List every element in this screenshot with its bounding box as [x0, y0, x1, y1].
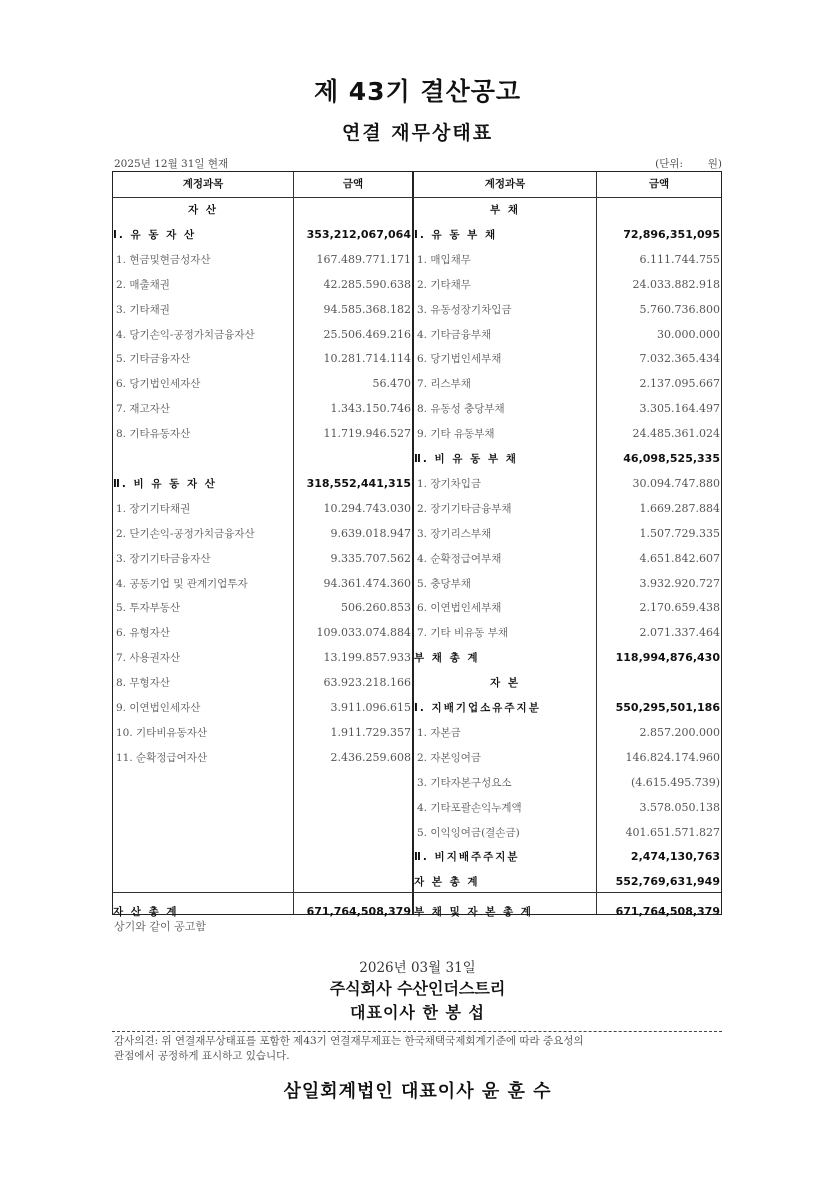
- left-row-label: 7. 재고자산: [116, 403, 170, 416]
- left-row-value: 318,552,441,315: [306, 476, 411, 490]
- right-row-label: 부 채 총 계: [414, 652, 480, 665]
- right-row-label: 5. 이익잉여금(결손금): [417, 826, 520, 839]
- total-liabilities-equity-value: 671,764,508,379: [615, 905, 720, 918]
- right-row-value: 2,474,130,763: [630, 850, 720, 864]
- right-row-value: 401.651.571.827: [625, 825, 720, 839]
- right-row-value: 2.857.200.000: [639, 725, 720, 739]
- audit-opinion: [114, 1034, 724, 1064]
- left-row-value: 11.719.946.527: [323, 427, 411, 441]
- announcement-note: 상기와 같이 공고함: [114, 920, 207, 933]
- right-row-value: 6.111.744.755: [639, 252, 720, 266]
- left-row-label: 1. 현금및현금성자산: [116, 253, 211, 266]
- left-row-value: 94.585.368.182: [323, 302, 411, 316]
- left-row-value: 1.911.729.357: [330, 725, 411, 739]
- left-row-value: 9.639.018.947: [330, 526, 411, 540]
- right-row-label: 6. 당기법인세부채: [417, 353, 502, 366]
- right-row-value: 7.032.365.434: [639, 352, 720, 366]
- left-row-label: 4. 공동기업 및 관계기업투자: [116, 577, 248, 590]
- left-row-value: 25.506.469.216: [323, 327, 411, 341]
- left-row-value: 1.343.150.746: [330, 402, 411, 416]
- right-row-value: 4.651.842.607: [639, 551, 720, 565]
- right-row-value: 3.305.164.497: [639, 402, 720, 416]
- right-row-value: 2.071.337.464: [639, 626, 720, 640]
- header-account-right: 계정과목: [484, 178, 526, 190]
- page-title: 제 43기 결산공고: [313, 77, 522, 106]
- left-row-value: 167.489.771.171: [316, 252, 411, 266]
- unit-currency: 원): [707, 158, 722, 170]
- right-row-label: 자 본 총 계: [414, 876, 480, 889]
- unit-prefix: (단위:: [655, 158, 684, 170]
- right-row-value: (4.615.495.739): [630, 775, 720, 789]
- left-row-value: 10.294.743.030: [323, 501, 411, 515]
- left-row-label: 4. 당기손익-공정가치금융자산: [116, 328, 255, 341]
- right-row-value: 30.000.000: [657, 327, 720, 341]
- right-row-label: 1. 장기차입금: [417, 477, 482, 490]
- right-row-value: 5.760.736.800: [639, 302, 720, 316]
- audit-opinion-line-1: 감사의견: 위 연결재무상태표를 포함한 제43기 연결재무제표는 한국채택국제회계기준에 따라 중요성의: [114, 1035, 584, 1047]
- left-row-value: 3.911.096.615: [330, 701, 411, 714]
- left-row-value: 42.285.590.638: [323, 277, 411, 291]
- left-row-label: 자 산: [188, 204, 218, 216]
- right-row-label: 2. 기타채무: [417, 278, 471, 291]
- left-row-label: 10. 기타비유동자산: [116, 726, 208, 739]
- right-row-label: 3. 유동성장기차입금: [417, 303, 512, 316]
- left-row-label: 3. 기타채권: [116, 303, 170, 316]
- balance-sheet-table: [112, 171, 722, 918]
- right-row-label: 7. 리스부채: [417, 378, 471, 391]
- right-row-value: 550,295,501,186: [615, 701, 720, 714]
- right-row-label: 4. 순확정급여부채: [417, 552, 502, 565]
- left-row-label: 5. 투자부동산: [116, 602, 181, 615]
- total-assets-value: 671,764,508,379: [306, 905, 411, 918]
- header-amount-right: 금액: [648, 178, 670, 190]
- left-row-value: [294, 449, 412, 469]
- left-row-label: 8. 무형자산: [116, 677, 170, 690]
- left-row-label: 1. 장기기타채권: [116, 502, 191, 515]
- right-row-value: 146.824.174.960: [625, 750, 720, 764]
- right-row-label: 자 본: [490, 677, 520, 690]
- right-row-label: 8. 유동성 충당부채: [417, 403, 505, 416]
- right-row-label: Ⅱ. 비 유 동 부 채: [414, 453, 518, 465]
- right-row-value: 30.094.747.880: [632, 476, 720, 490]
- left-row-label: Ⅱ. 비 유 동 자 산: [113, 477, 217, 490]
- left-row-value: 94.361.474.360: [323, 576, 411, 590]
- right-row-label: 7. 기타 비유동 부채: [417, 627, 509, 640]
- right-row-value: 118,994,876,430: [615, 651, 720, 665]
- left-row-label: 8. 기타유동자산: [116, 428, 191, 441]
- left-row-value: 63.923.218.166: [323, 676, 411, 690]
- ceo-name: 대표이사 한 봉 섭: [350, 1003, 485, 1022]
- right-row-label: 9. 기타 유동부채: [417, 428, 495, 441]
- right-row-value: 3.578.050.138: [639, 800, 720, 814]
- right-row-value: 2.170.659.438: [639, 601, 720, 615]
- right-row-value: 46,098,525,335: [623, 452, 720, 465]
- right-row-label: 2. 자본잉여금: [417, 751, 482, 764]
- as-of-date: 2025년 12월 31일 현재: [114, 158, 229, 170]
- right-row-value: 24.485.361.024: [632, 427, 720, 441]
- right-row-label: 1. 매입채무: [417, 253, 471, 266]
- right-row-label: 4. 기타포괄손익누계액: [417, 801, 522, 814]
- company-name: 주식회사 수산인더스트리: [329, 979, 506, 998]
- total-liabilities-equity-label: 부 채 및 자 본 총 계: [414, 906, 533, 918]
- dashed-divider: [112, 1031, 722, 1032]
- left-row-value: 10.281.714.114: [323, 352, 411, 366]
- right-row-label: 3. 기타자본구성요소: [417, 776, 512, 789]
- right-row-value: 72,896,351,095: [623, 227, 720, 241]
- right-row-label: 4. 기타금융부채: [417, 328, 492, 341]
- announcement-date: 2026년 03월 31일: [359, 960, 476, 976]
- total-assets-label: 자 산 총 계: [113, 906, 179, 918]
- right-row-label: 2. 장기기타금융부채: [417, 502, 512, 515]
- right-row-value: [597, 200, 721, 220]
- auditor-signature: 삼일회계법인 대표이사 윤 훈 수: [283, 1081, 552, 1102]
- audit-opinion-line-2: 관점에서 공정하게 표시하고 있습니다.: [114, 1050, 290, 1062]
- left-row-label: 2. 매출채권: [116, 278, 170, 291]
- right-row-label: Ⅰ. 유 동 부 채: [414, 228, 498, 241]
- right-row-value: 3.932.920.727: [639, 576, 720, 590]
- right-row-label: 5. 충당부채: [417, 577, 471, 590]
- right-row-value: 1.507.729.335: [639, 526, 720, 540]
- right-row-label: 3. 장기리스부채: [417, 527, 492, 540]
- left-row-value: 9.335.707.562: [330, 551, 411, 565]
- header-amount-left: 금액: [342, 178, 364, 190]
- left-row-label: [113, 449, 293, 469]
- left-row-label: 11. 순확정급여자산: [116, 751, 208, 764]
- left-row-label: 2. 단기손익-공정가치금융자산: [116, 527, 255, 540]
- left-row-value: 353,212,067,064: [306, 227, 411, 241]
- left-row-value: 13.199.857.933: [323, 651, 411, 665]
- left-row-value: [294, 200, 412, 220]
- left-row-value: 109.033.074.884: [316, 626, 411, 640]
- right-row-label: 6. 이연법인세부채: [417, 602, 502, 615]
- right-row-label: Ⅰ. 지배기업소유주지분: [414, 702, 541, 714]
- left-row-value: 56.470: [372, 377, 411, 391]
- left-row-label: 3. 장기기타금융자산: [116, 552, 211, 565]
- left-row-label: Ⅰ. 유 동 자 산: [113, 228, 197, 241]
- right-row-label: 부 채: [490, 204, 520, 216]
- right-row-value: 552,769,631,949: [615, 875, 720, 889]
- left-row-label: 9. 이연법인세자산: [116, 702, 201, 714]
- right-row-label: 1. 자본금: [417, 726, 461, 739]
- left-row-label: 7. 사용권자산: [116, 652, 181, 665]
- header-divider: [113, 197, 721, 198]
- left-row-value: 2.436.259.608: [330, 750, 411, 764]
- right-row-value: 24.033.882.918: [632, 277, 720, 291]
- left-row-value: 506.260.853: [341, 601, 411, 615]
- left-row-label: 6. 당기법인세자산: [116, 378, 201, 391]
- statement-title: 연결 재무상태표: [341, 122, 494, 144]
- left-row-label: 5. 기타금융자산: [116, 353, 191, 366]
- unit-label: [655, 156, 722, 171]
- left-row-label: 6. 유형자산: [116, 627, 170, 640]
- right-row-label: Ⅱ. 비지배주주지분: [414, 851, 520, 864]
- header-account-left: 계정과목: [182, 178, 224, 190]
- right-row-value: 1.669.287.884: [639, 501, 720, 515]
- right-row-value: [597, 673, 721, 693]
- right-row-value: 2.137.095.667: [639, 377, 720, 391]
